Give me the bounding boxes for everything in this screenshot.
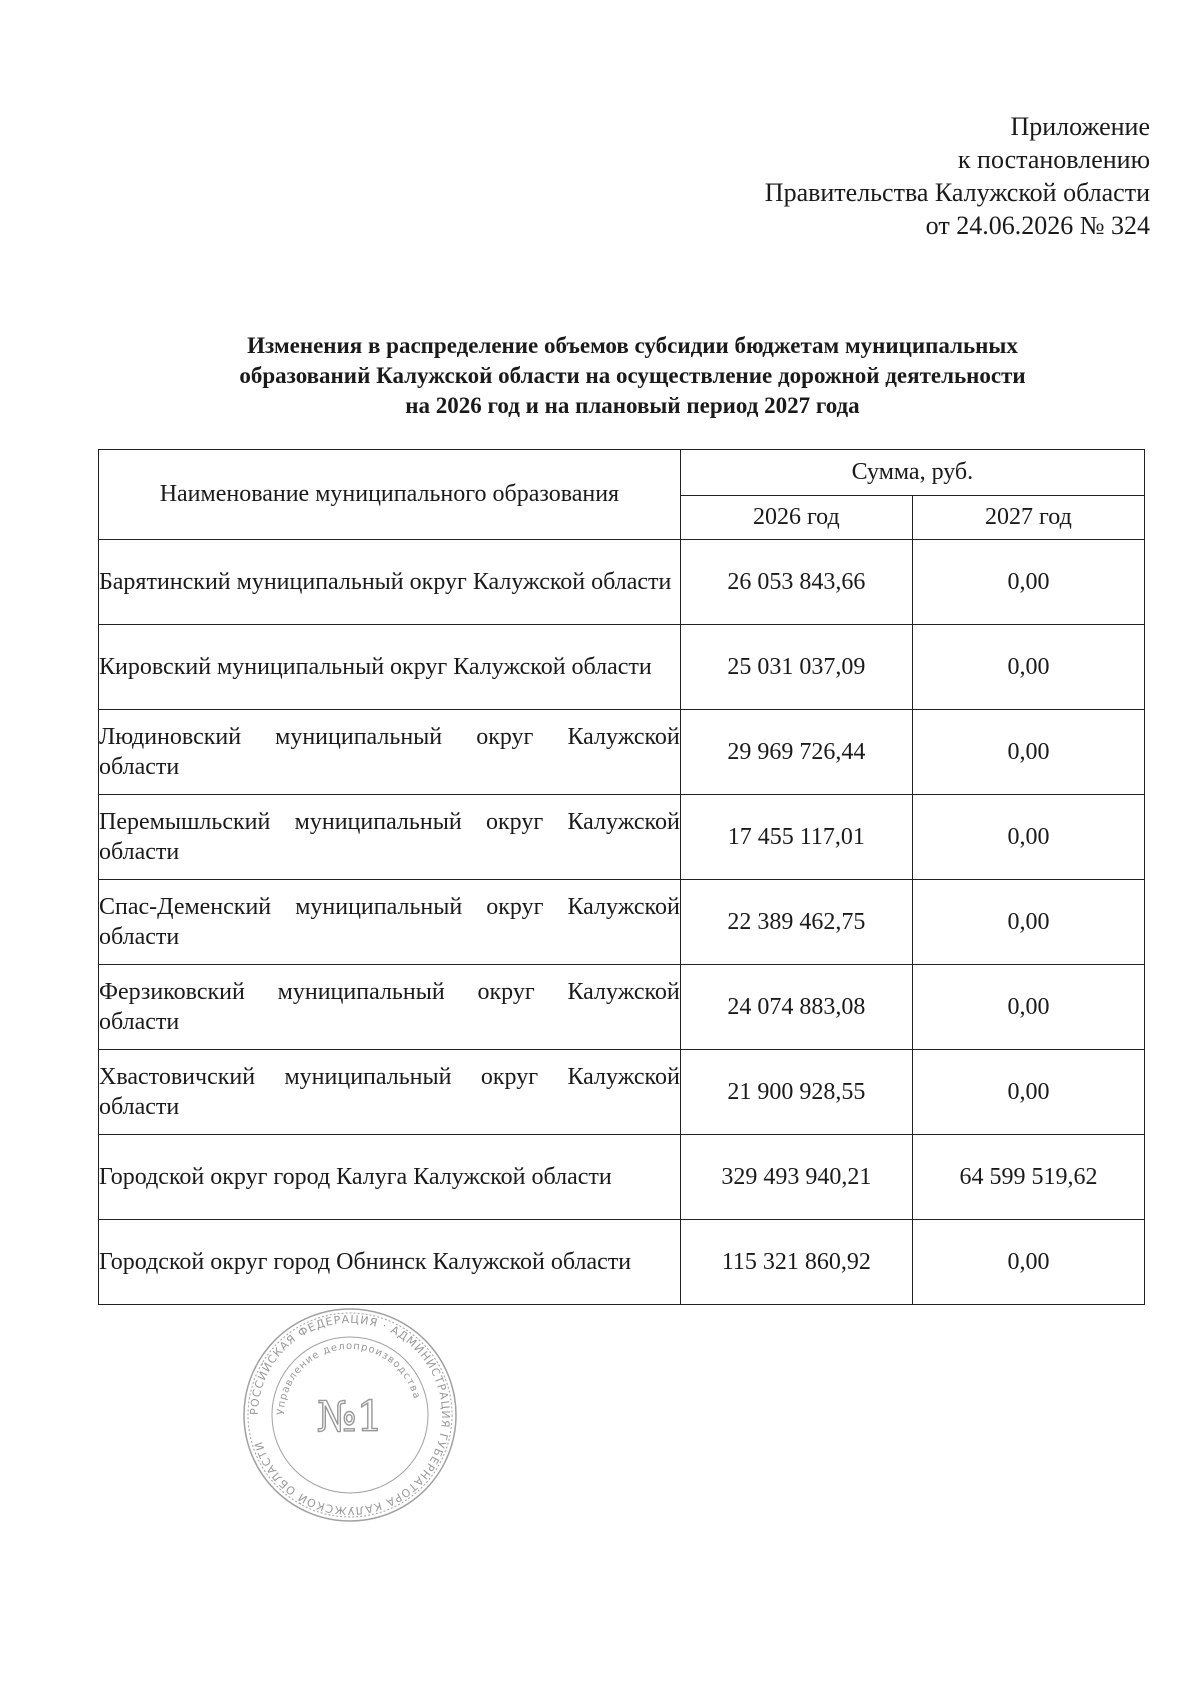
municipality-name: Городской округ город Обнинск Калужской области (99, 1220, 681, 1305)
amount-2026: 26 053 843,66 (680, 540, 912, 625)
municipality-name: Спас-Деменский муниципальный округ Калужской области (99, 880, 681, 965)
appendix-header (730, 110, 1150, 242)
amount-2026: 21 900 928,55 (680, 1050, 912, 1135)
appendix-date-number: от 24.06.2026 № 324 (925, 211, 1150, 240)
table-row (99, 1050, 1145, 1135)
municipality-name: Людиновский муниципальный округ Калужской области (99, 710, 681, 795)
table-row (99, 965, 1145, 1050)
appendix-ref: к постановлению (957, 145, 1150, 174)
official-stamp (240, 1305, 460, 1525)
amount-2026: 25 031 037,09 (680, 625, 912, 710)
amount-2027: 0,00 (912, 965, 1144, 1050)
amount-2027: 64 599 519,62 (912, 1135, 1144, 1220)
appendix-label: Приложение (1010, 112, 1150, 141)
amount-2027: 0,00 (912, 880, 1144, 965)
column-header-2027: 2027 год (912, 496, 1144, 540)
amount-2026: 329 493 940,21 (680, 1135, 912, 1220)
title-line: образований Калужской области на осуществление дорожной деятельности (239, 363, 1026, 388)
stamp-number: №1 (316, 1392, 384, 1441)
table-row (99, 540, 1145, 625)
amount-2026: 29 969 726,44 (680, 710, 912, 795)
amount-2027: 0,00 (912, 625, 1144, 710)
column-header-sum: Сумма, руб. (680, 450, 1144, 496)
amount-2026: 17 455 117,01 (680, 795, 912, 880)
amount-2027: 0,00 (912, 1050, 1144, 1135)
municipality-name: Перемышльский муниципальный округ Калужской области (99, 795, 681, 880)
table-row (99, 880, 1145, 965)
amount-2027: 0,00 (912, 1220, 1144, 1305)
column-header-2026: 2026 год (680, 496, 912, 540)
stamp-inner-text: Управление делопроизводства (275, 1340, 423, 1416)
table-row (99, 1135, 1145, 1220)
appendix-authority: Правительства Калужской области (764, 178, 1150, 207)
subsidy-table (98, 449, 1145, 1305)
amount-2026: 22 389 462,75 (680, 880, 912, 965)
municipality-name: Барятинский муниципальный округ Калужской области (99, 540, 681, 625)
document-title (100, 331, 1165, 421)
title-line: на 2026 год и на плановый период 2027 года (405, 393, 860, 418)
municipality-name: Кировский муниципальный округ Калужской области (99, 625, 681, 710)
table-row (99, 795, 1145, 880)
amount-2027: 0,00 (912, 710, 1144, 795)
stamp-outer-text: РОССИЙСКАЯ ФЕДЕРАЦИЯ · АДМИНИСТРАЦИЯ ГУБЕРНАТОРА КАЛУЖСКОЙ ОБЛАСТИ (247, 1312, 453, 1518)
table-row (99, 1220, 1145, 1305)
municipality-name: Ферзиковский муниципальный округ Калужской области (99, 965, 681, 1050)
municipality-name: Городской округ город Калуга Калужской области (99, 1135, 681, 1220)
amount-2027: 0,00 (912, 795, 1144, 880)
amount-2026: 115 321 860,92 (680, 1220, 912, 1305)
amount-2026: 24 074 883,08 (680, 965, 912, 1050)
table-row (99, 710, 1145, 795)
column-header-name: Наименование муниципального образования (99, 450, 681, 540)
amount-2027: 0,00 (912, 540, 1144, 625)
title-line: Изменения в распределение объемов субсидии бюджетам муниципальных (247, 333, 1018, 358)
table-row (99, 625, 1145, 710)
municipality-name: Хвастовичский муниципальный округ Калужской области (99, 1050, 681, 1135)
